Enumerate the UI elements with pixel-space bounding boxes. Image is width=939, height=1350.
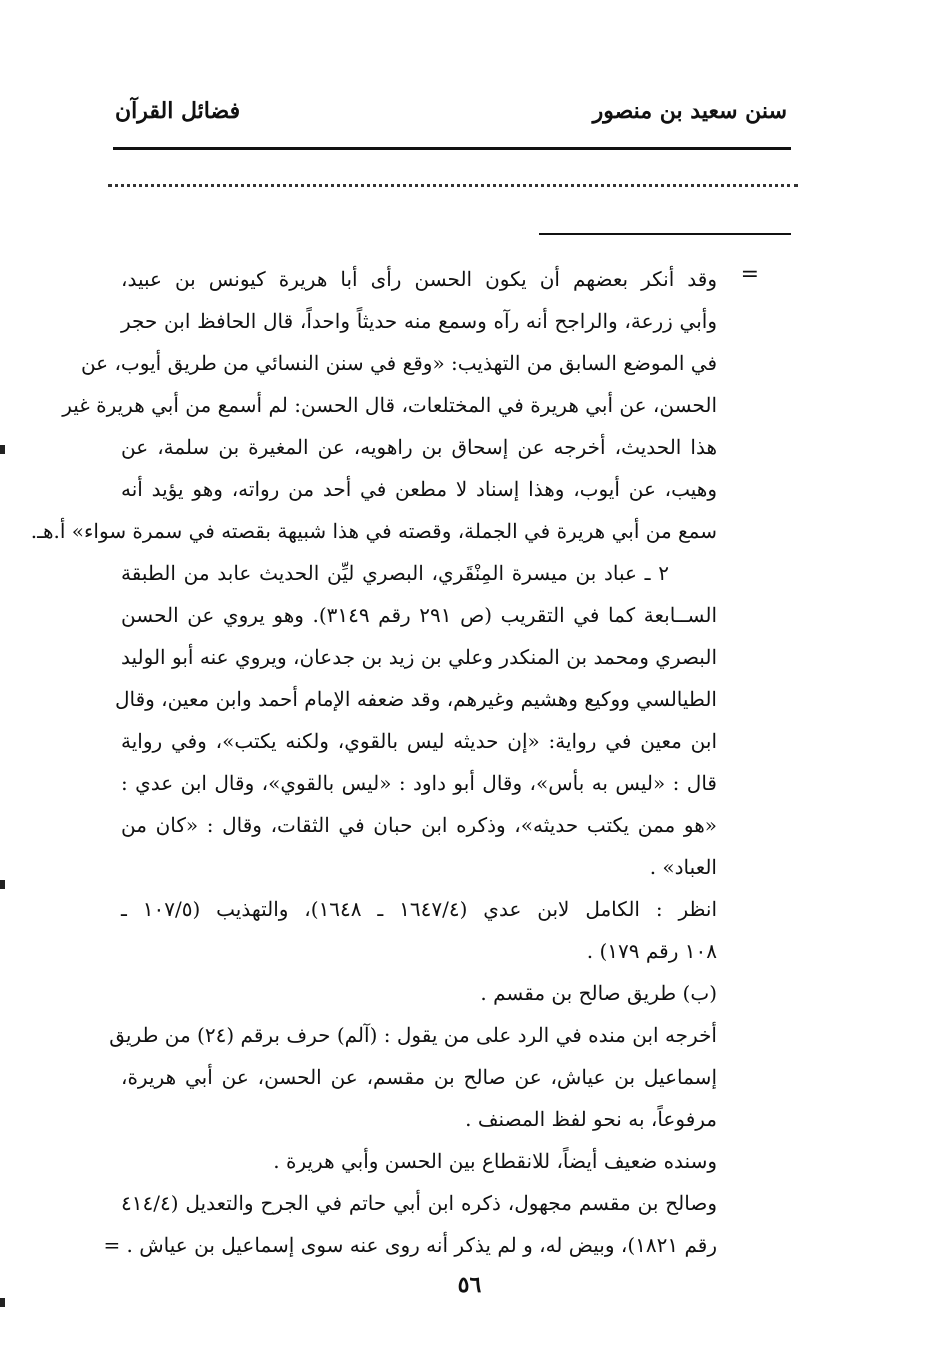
scan-mark [0, 880, 5, 889]
text-line: رقم ١٨٢١)، وبيض له، و لم يذكر أنه روى عنه سوى إسماعيل بن عياش . = [103, 1233, 717, 1257]
text-line: وقد أنكر بعضهم أن يكون الحسن رأى أبا هريرة كيونس بن عبيد، [121, 267, 717, 291]
header-rule [113, 147, 791, 150]
running-header-section-title: فضائل القرآن [115, 98, 241, 124]
text-line: هذا الحديث، أخرجه عن إسحاق بن راهويه، عن المغيرة بن سلمة، عن [121, 435, 717, 459]
text-line: في الموضع السابق من التهذيب: «وقع في سنن النسائي من طريق أيوب، عن [80, 351, 717, 375]
text-line: الطيالسي ووكيع وهشيم وغيرهم، وقد ضعفه الإمام أحمد وابن معين، وقال [114, 687, 717, 711]
dotted-separator [108, 184, 798, 187]
scan-mark [0, 445, 5, 454]
text-line: إسماعيل بن عياش، عن صالح بن مقسم، عن الحسن، عن أبي هريرة، [121, 1065, 717, 1089]
text-line: ابن معين في رواية: «إن حديثه ليس بالقوي، ولكنه يكتب»، وفي رواية [121, 729, 717, 753]
text-line: الســابعة كما في التقريب (ص ٢٩١ رقم ٣١٤٩). وهو يروي عن الحسن [121, 603, 718, 627]
page-number: ٥٦ [457, 1272, 482, 1298]
text-line: وصالح بن مقسم مجهول، ذكره ابن أبي حاتم في الجرح والتعديل (٤١٤/٤ [121, 1191, 717, 1215]
text-line: انظر : الكامل لابن عدي (١٦٤٧/٤ ـ ١٦٤٨)، والتهذيب (١٠٧/٥ ـ [121, 897, 718, 921]
continuation-mark: = [740, 262, 759, 287]
text-line: مرفوعاً، به نحو لفظ المصنف . [465, 1107, 717, 1131]
text-line: الحسن، عن أبي هريرة في المختلعات، قال الحسن: لم أسمع من أبي هريرة غير [62, 393, 717, 417]
text-line: ١٠٨ رقم ١٧٩) . [586, 939, 717, 963]
text-line: وهيب، عن أيوب، وهذا إسناد لا مطعن في أحد من رواته، وهو يؤيد أنه [121, 477, 717, 501]
footnote-rule [539, 233, 791, 235]
text-line: قال : «ليس به بأس»، وقال أبو داود : «ليس بالقوي»، وقال ابن عدي : [121, 771, 717, 795]
footnote-text [30, 258, 718, 1266]
text-line: ٢ ـ عباد بن ميسرة المِنْقَري، البصري ليِّن الحديث عابد من الطبقة [121, 561, 669, 585]
scan-mark [0, 1298, 5, 1307]
text-line: (ب) طريق صالح بن مقسم . [480, 981, 717, 1005]
text-line: وسنده ضعيف أيضاً، للانقطاع بين الحسن وأبي هريرة . [273, 1149, 717, 1173]
text-line: سمع من أبي هريرة في الجملة، وقصته في هذا شبيهة بقصته في سمرة سواء» أ.هـ. [30, 519, 717, 543]
text-line: «هو ممن يكتب حديثه»، وذكره ابن حبان في الثقات، وقال : «كان من [121, 813, 717, 837]
text-line: أخرجه ابن منده في الرد على من يقول : (آلم) حرف برقم (٢٤) من طريق [109, 1023, 717, 1047]
text-line: البصري ومحمد بن المنكدر وعلي بن زيد بن جدعان، ويروي عنه أبو الوليد [121, 645, 717, 669]
text-line: العباد» . [649, 855, 717, 879]
text-line: وأبي زرعة، والراجح أنه رآه وسمع منه حديثاً واحداً، قال الحافظ ابن حجر [121, 309, 717, 333]
running-header-book-title: سنن سعيد بن منصور [592, 98, 787, 124]
